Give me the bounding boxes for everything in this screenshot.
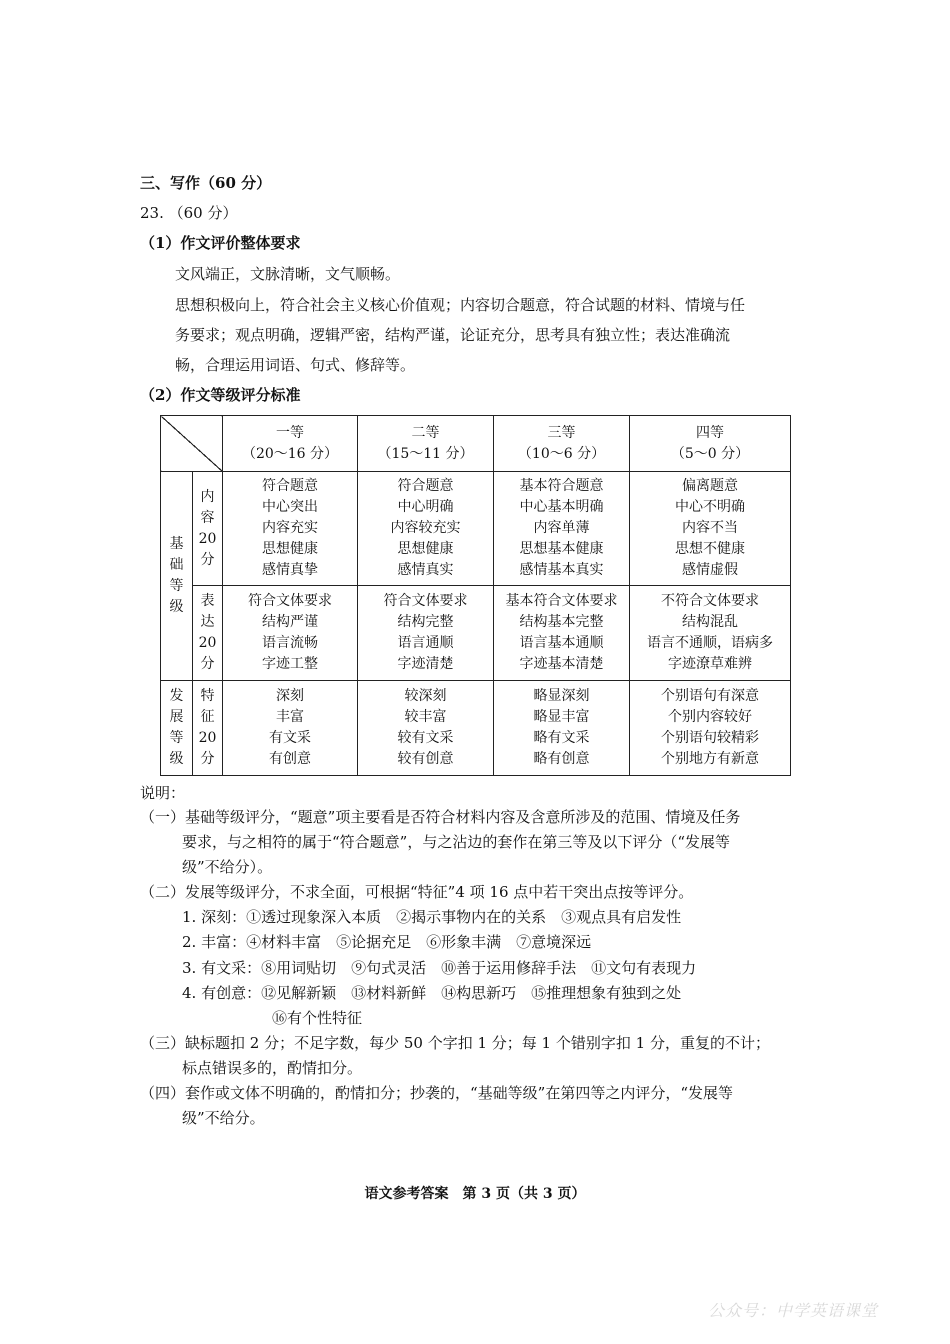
- diagonal-corner-cell: [161, 416, 223, 472]
- grade-header: 二等 （15～11 分）: [358, 416, 494, 472]
- note-1-cont: 级”不给分）。: [182, 858, 273, 876]
- feature-cell: 较深刻 较丰富 较有文采 较有创意: [358, 681, 494, 776]
- expression-cell: 基本符合文体要求 结构基本完整 语言基本通顺 字迹基本清楚: [494, 586, 630, 681]
- note-1: （一）基础等级评分，“题意”项主要看是否符合材料内容及含意所涉及的范围、情境及任务: [140, 808, 741, 826]
- basic-level-label: 基 础 等 级: [161, 472, 193, 681]
- development-level-label: 发 展 等 级: [161, 681, 193, 776]
- note-4: （四）套作或文体不明确的，酌情扣分；抄袭的，“基础等级”在第四等之内评分，“发展等: [140, 1084, 734, 1102]
- content-cell: 偏离题意 中心不明确 内容不当 思想不健康 感情虚假: [630, 472, 791, 586]
- note-2-item: 4. 有创意：⑫见解新颖 ⑬材料新鲜 ⑭构思新巧 ⑮推理想象有独到之处: [182, 984, 682, 1002]
- note-3: （三）缺标题扣 2 分；不足字数，每少 50 个字扣 1 分；每 1 个错别字扣 1 分，重复的不计；: [140, 1034, 770, 1052]
- expression-cell: 符合文体要求 结构严谨 语言流畅 字迹工整: [223, 586, 358, 681]
- note-2-item: 3. 有文采：⑧用词贴切 ⑨句式灵活 ⑩善于运用修辞手法 ⑪文句有表现力: [182, 959, 697, 977]
- expression-cell: 不符合文体要求 结构混乱 语言不通顺，语病多 字迹潦草难辨: [630, 586, 791, 681]
- expression-label: 表 达 20 分: [193, 586, 223, 681]
- expression-cell: 符合文体要求 结构完整 语言通顺 字迹清楚: [358, 586, 494, 681]
- table-header-row: [161, 416, 791, 472]
- content-cell: 符合题意 中心突出 内容充实 思想健康 感情真挚: [223, 472, 358, 586]
- content-cell: 基本符合题意 中心基本明确 内容单薄 思想基本健康 感情基本真实: [494, 472, 630, 586]
- note-2: （二）发展等级评分，不求全面，可根据“特征”4 项 16 点中若干突出点按等评分。: [140, 883, 694, 901]
- content-cell: 符合题意 中心明确 内容较充实 思想健康 感情真实: [358, 472, 494, 586]
- note-2-item: 1. 深刻：①透过现象深入本质 ②揭示事物内在的关系 ③观点具有启发性: [182, 908, 682, 926]
- part1-line: 思想积极向上，符合社会主义核心价值观；内容切合题意，符合试题的材料、情境与任: [175, 296, 746, 314]
- grade-header: 四等 （5～0 分）: [630, 416, 791, 472]
- grade-header: 一等 （20～16 分）: [223, 416, 358, 472]
- note-4-cont: 级”不给分。: [182, 1109, 265, 1127]
- notes-title: 说明：: [140, 784, 186, 802]
- note-3-cont: 标点错误多的，酌情扣分。: [182, 1059, 363, 1077]
- note-1-cont: 要求，与之相符的属于“符合题意”，与之沾边的套作在第三等及以下评分（“发展等: [182, 833, 731, 851]
- feature-cell: 个别语句有深意 个别内容较好 个别语句较精彩 个别地方有新意: [630, 681, 791, 776]
- note-2-item: ⑯有个性特征: [272, 1009, 363, 1027]
- table-row-content: [161, 472, 791, 586]
- part1-line: 文风端正，文脉清晰，文气顺畅。: [175, 265, 401, 283]
- part1-line: 务要求；观点明确，逻辑严密，结构严谨，论证充分，思考具有独立性；表达准确流: [175, 326, 731, 344]
- question-number: 23. （60 分）: [140, 204, 238, 222]
- feature-label: 特 征 20 分: [193, 681, 223, 776]
- part1-title: （1）作文评价整体要求: [140, 234, 301, 252]
- feature-cell: 深刻 丰富 有文采 有创意: [223, 681, 358, 776]
- grading-table: [160, 415, 791, 776]
- note-2-item: 2. 丰富：④材料丰富 ⑤论据充足 ⑥形象丰满 ⑦意境深远: [182, 933, 592, 951]
- section-title: 三、写作（60 分）: [140, 174, 272, 192]
- watermark: 公众号：中学英语课堂: [707, 1301, 878, 1320]
- page-footer: 语文参考答案 第 3 页（共 3 页）: [364, 1186, 586, 1202]
- feature-cell: 略显深刻 略显丰富 略有文采 略有创意: [494, 681, 630, 776]
- part2-title: （2）作文等级评分标准: [140, 386, 301, 404]
- table-row-feature: [161, 681, 791, 776]
- part1-line: 畅，合理运用词语、句式、修辞等。: [175, 356, 416, 374]
- content-label: 内 容 20 分: [193, 472, 223, 586]
- table-row-expression: [161, 586, 791, 681]
- grade-header: 三等 （10～6 分）: [494, 416, 630, 472]
